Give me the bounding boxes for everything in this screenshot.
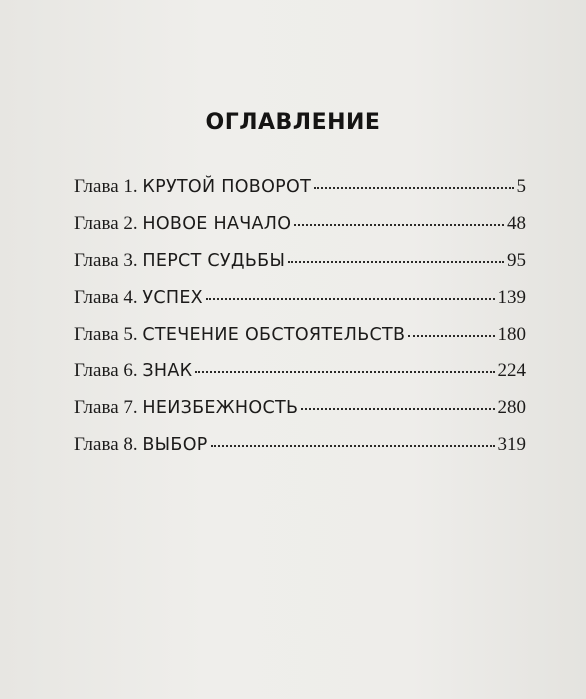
toc-entry-8 [74, 434, 526, 471]
page-number: 319 [497, 434, 526, 456]
chapter-prefix: Глава 3. [74, 249, 138, 271]
chapter-prefix: Глава 5. [74, 323, 138, 345]
chapter-title: УСПЕХ [142, 287, 203, 308]
table-of-contents [74, 176, 526, 471]
page-number: 224 [497, 360, 526, 382]
chapter-title: ВЫБОР [142, 435, 208, 456]
toc-entry-5 [74, 324, 526, 361]
chapter-title: КРУТОЙ ПОВОРОТ [142, 177, 312, 197]
dot-leader [195, 371, 494, 373]
toc-entry-6 [74, 360, 526, 397]
chapter-prefix: Глава 4. [74, 286, 138, 308]
page-title: ОГЛАВЛЕНИЕ [205, 110, 381, 135]
chapter-title: СТЕЧЕНИЕ ОБСТОЯТЕЛЬСТВ [142, 324, 406, 345]
chapter-prefix: Глава 2. [74, 212, 138, 234]
dot-leader [211, 445, 495, 447]
chapter-prefix: Глава 6. [74, 360, 138, 382]
page-number: 180 [497, 323, 526, 345]
toc-entry-1 [74, 176, 526, 213]
toc-entry-3 [74, 250, 526, 287]
page-number: 280 [497, 397, 526, 419]
chapter-title: ПЕРСТ СУДЬБЫ [142, 250, 286, 271]
page-number: 5 [516, 176, 526, 197]
toc-entry-7 [74, 397, 526, 434]
chapter-title: ЗНАК [142, 361, 193, 382]
dot-leader [294, 224, 504, 226]
chapter-prefix: Глава 1. [74, 176, 138, 197]
page-number: 139 [497, 286, 526, 308]
chapter-prefix: Глава 8. [74, 434, 138, 456]
chapter-title: НЕИЗБЕЖНОСТЬ [142, 398, 299, 419]
page-number: 95 [507, 249, 526, 271]
dot-leader [206, 298, 495, 300]
toc-entry-2 [74, 213, 526, 250]
dot-leader [408, 335, 494, 337]
toc-entry-4 [74, 287, 526, 324]
dot-leader [288, 261, 504, 263]
dot-leader [314, 187, 513, 189]
chapter-title: НОВОЕ НАЧАЛО [142, 213, 292, 234]
dot-leader [301, 408, 494, 410]
chapter-prefix: Глава 7. [74, 397, 138, 419]
page-number: 48 [507, 212, 526, 234]
